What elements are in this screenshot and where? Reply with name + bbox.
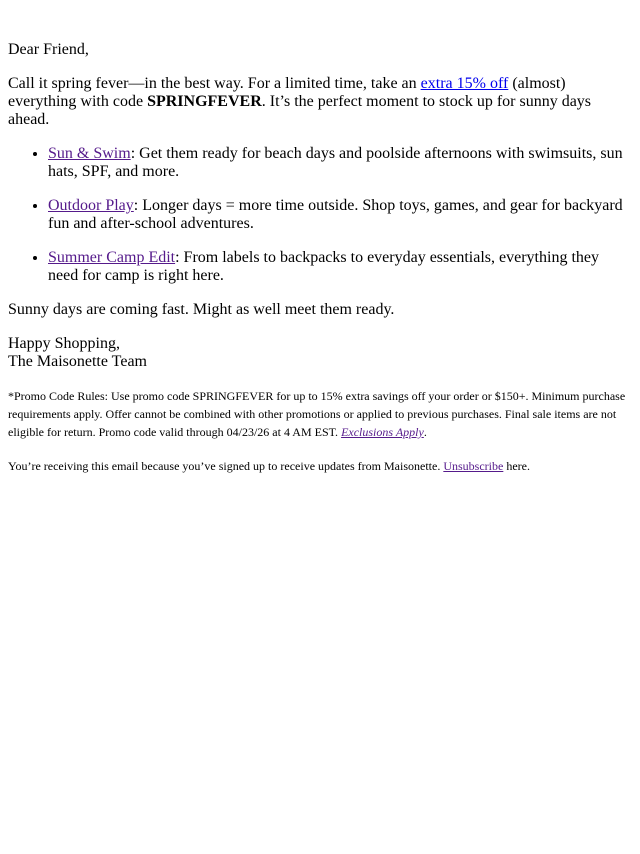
sun-swim-link[interactable]: Sun & Swim <box>48 145 131 162</box>
list-item <box>48 145 632 181</box>
intro-text-1: Call it spring fever—in the best way. For a limited time, take an <box>8 75 421 92</box>
list-item-text: : Longer days = more time outside. Shop toys, games, and gear for backyard fun and after-school adventures. <box>48 197 623 232</box>
unsubscribe-link[interactable]: Unsubscribe <box>443 459 504 473</box>
list-item <box>48 249 632 285</box>
exclusions-link[interactable]: Exclusions Apply <box>341 425 424 439</box>
category-list <box>8 145 632 285</box>
intro-paragraph <box>8 75 632 129</box>
intro-text-2: (almost) everything with code <box>8 75 566 110</box>
promo-rules <box>8 387 632 441</box>
signoff-line-1: Happy Shopping, <box>8 335 120 352</box>
footer-notice <box>8 457 632 475</box>
list-item-text: : Get them ready for beach days and poolside afternoons with swimsuits, sun hats, SPF, and more. <box>48 145 623 180</box>
footer-end: here. <box>503 459 530 473</box>
greeting: Dear Friend, <box>8 41 89 58</box>
promo-code: SPRINGFEVER <box>147 93 262 110</box>
signoff <box>8 335 632 371</box>
list-item-text: : From labels to backpacks to everyday essentials, everything they need for camp is right here. <box>48 249 599 284</box>
promo-rules-end: . <box>423 425 427 439</box>
intro-text-3: . It’s the perfect moment to stock up for sunny days ahead. <box>8 93 592 128</box>
closing-line: Sunny days are coming fast. Might as well meet them ready. <box>8 301 395 318</box>
list-item <box>48 197 632 233</box>
promo-rules-text: *Promo Code Rules: Use promo code SPRINGFEVER for up to 15% extra savings off your order or $150+. Minimum purchase requirements apply. Offer cannot be combined with other promotions or applied to previous purchases. Final sale items are not eligible for return. Promo code valid through 04/23/26 at 4 AM EST. <box>8 389 626 439</box>
summer-camp-edit-link[interactable]: Summer Camp Edit <box>48 249 176 266</box>
offer-link[interactable]: extra 15% off <box>420 75 509 92</box>
outdoor-play-link[interactable]: Outdoor Play <box>48 197 134 214</box>
footer-text: You’re receiving this email because you’ve signed up to receive updates from Maisonette. <box>8 459 444 473</box>
signoff-line-2: The Maisonette Team <box>8 353 147 370</box>
